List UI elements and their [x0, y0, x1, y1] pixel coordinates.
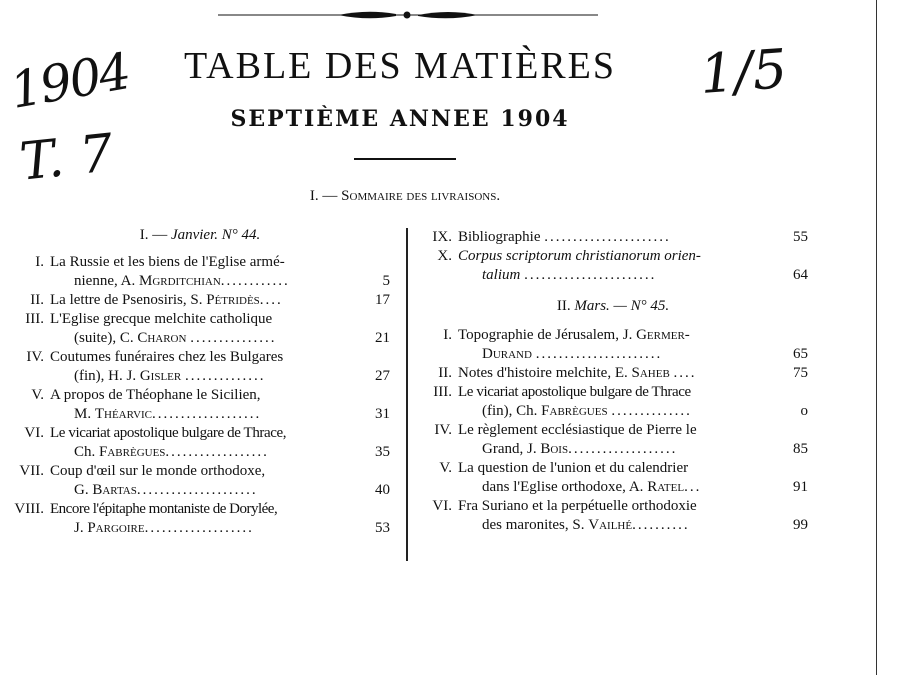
toc-entry[interactable]: [418, 497, 808, 535]
issue-heading-janvier: [10, 226, 390, 245]
entry-author: Mgrditchian: [139, 273, 221, 289]
entry-page: 65: [793, 346, 808, 362]
entry-title: L'Eglise grecque melchite catholique: [50, 311, 273, 327]
entry-number: VI.: [432, 498, 452, 514]
entry-page: 40: [375, 482, 390, 498]
entry-number: III.: [433, 384, 452, 400]
entry-continuation: (suite), C. Charon ...............: [74, 330, 277, 346]
entry-number: I.: [35, 254, 44, 270]
column-left: [10, 226, 390, 538]
entry-continuation: G. Bartas.....................: [74, 482, 258, 498]
entry-title: Bibliographie ......................: [458, 229, 671, 245]
section-number: I. —: [309, 188, 338, 204]
toc-entry[interactable]: [418, 326, 808, 364]
toc-entry[interactable]: [418, 459, 808, 497]
entry-title: Topographie de Jérusalem, J. Germer-: [458, 327, 690, 343]
entry-number: IV.: [434, 422, 452, 438]
issue-number: II.: [556, 298, 571, 314]
entry-continuation: Durand ......................: [482, 346, 663, 362]
entry-title: Corpus scriptorum christianorum orien-: [458, 248, 701, 264]
toc-entry[interactable]: [418, 247, 808, 285]
section-title: Sommaire des livraisons.: [341, 188, 501, 204]
entry-title: Fra Suriano et la perpétuelle orthodoxie: [458, 498, 697, 514]
entry-author: Saheb: [631, 365, 670, 381]
issue-no: N° 45.: [630, 298, 670, 314]
entry-author: Vailhé: [588, 517, 633, 533]
column-divider: [406, 228, 408, 561]
entry-title: Encore l'épitaphe montaniste de Dorylée,: [50, 501, 278, 517]
entry-page: 31: [375, 406, 390, 422]
entry-title: La question de l'union et du calendrier: [458, 460, 689, 476]
entry-continuation: dans l'Eglise orthodoxe, A. Ratel...: [482, 479, 702, 495]
entry-title: Le règlement ecclésiastique de Pierre le: [458, 422, 697, 438]
ornamental-rule: [218, 8, 598, 22]
entry-continuation: nienne, A. Mgrditchian............: [74, 273, 290, 289]
toc-entry[interactable]: [10, 424, 390, 462]
entry-author: Germer-: [636, 327, 690, 343]
toc-entry[interactable]: [10, 500, 390, 538]
entry-number: IV.: [26, 349, 44, 365]
entry-continuation: J. Pargoire...................: [74, 520, 254, 536]
entry-author: Bois: [540, 441, 569, 457]
entry-page: 5: [382, 273, 390, 289]
entry-title: Notes d'histoire melchite, E. Saheb ....: [458, 365, 697, 381]
entry-number: VI.: [24, 425, 44, 441]
entry-continuation: talium .......................: [482, 267, 657, 283]
entry-page: 99: [793, 517, 808, 533]
entry-author: Bartas: [92, 482, 137, 498]
toc-entry[interactable]: [10, 386, 390, 424]
entry-author: Théarvic: [94, 406, 153, 422]
entry-page: 64: [793, 267, 808, 283]
title-rule: [354, 158, 456, 160]
entry-author: Pargoire: [87, 520, 145, 536]
section-heading: [0, 188, 810, 205]
entry-author: Charon: [137, 330, 187, 346]
issue-heading-mars: [418, 297, 808, 316]
entry-title: Coup d'œil sur le monde orthodoxe,: [50, 463, 266, 479]
entry-continuation: (fin), H. J. Gisler ..............: [74, 368, 266, 384]
entry-page: o: [800, 403, 808, 419]
entry-continuation: (fin), Ch. Fabrègues ..............: [482, 403, 692, 419]
entry-number: IX.: [432, 229, 452, 245]
entry-title: A propos de Théophane le Sicilien,: [50, 387, 261, 403]
issue-month: Mars. —: [574, 298, 627, 314]
toc-entry[interactable]: [418, 421, 808, 459]
toc-entry[interactable]: [418, 383, 808, 421]
handwritten-tome: T. 7: [17, 123, 117, 193]
toc-entry[interactable]: [10, 291, 390, 310]
toc-entry[interactable]: [418, 364, 808, 383]
entry-page: 27: [375, 368, 390, 384]
entry-page: 75: [793, 365, 808, 381]
entry-number: V.: [439, 460, 452, 476]
entry-page: 91: [793, 479, 808, 495]
entry-continuation: Grand, J. Bois...................: [482, 441, 678, 457]
page-title: TABLE DES MATIÈRES: [184, 45, 616, 87]
handwritten-year: 1904: [5, 42, 134, 120]
entry-number: II.: [438, 365, 452, 381]
entry-number: II.: [30, 292, 44, 308]
entry-author: Fabrègues: [99, 444, 166, 460]
entry-author: Gisler: [139, 368, 182, 384]
entry-author: Fabrègues: [541, 403, 608, 419]
entry-page: 85: [793, 441, 808, 457]
toc-entry[interactable]: [10, 253, 390, 291]
handwritten-folio: 1/5: [697, 37, 789, 106]
entry-number: III.: [25, 311, 44, 327]
entry-page: 53: [375, 520, 390, 536]
entry-continuation: M. Théarvic...................: [74, 406, 262, 422]
entry-page: 35: [375, 444, 390, 460]
entry-page: 17: [375, 292, 390, 308]
toc-entry[interactable]: [418, 228, 808, 247]
entry-continuation: des maronites, S. Vailhé..........: [482, 517, 690, 533]
entry-author: Pétridès: [206, 292, 260, 308]
entry-page: 21: [375, 330, 390, 346]
toc-entry[interactable]: [10, 310, 390, 348]
issue-number: I. —: [139, 227, 168, 243]
entry-number: V.: [31, 387, 44, 403]
toc-entry[interactable]: [10, 462, 390, 500]
toc-entry[interactable]: [10, 348, 390, 386]
entry-title: Le vicariat apostolique bulgare de Thrace,: [50, 425, 287, 441]
entry-title: Le vicariat apostolique bulgare de Thrace: [458, 384, 691, 400]
entry-title: La lettre de Psenosiris, S. Pétridès....: [50, 292, 283, 308]
column-right: [418, 228, 808, 535]
entry-number: I.: [443, 327, 452, 343]
entry-title: Coutumes funéraires chez les Bulgares: [50, 349, 284, 365]
page-edge-line: [876, 0, 877, 675]
page-subtitle: SEPTIÈME ANNEE 1904: [230, 106, 570, 132]
entry-number: VIII.: [14, 501, 44, 517]
issue-no: N° 44.: [221, 227, 261, 243]
entry-continuation: Ch. Fabrègues..................: [74, 444, 269, 460]
entry-number: X.: [437, 248, 452, 264]
entry-author: Ratel: [647, 479, 685, 495]
issue-month: Janvier.: [170, 227, 219, 243]
entry-number: VII.: [19, 463, 44, 479]
entry-page: 55: [793, 229, 808, 245]
entry-title: La Russie et les biens de l'Eglise armé-: [50, 254, 285, 270]
